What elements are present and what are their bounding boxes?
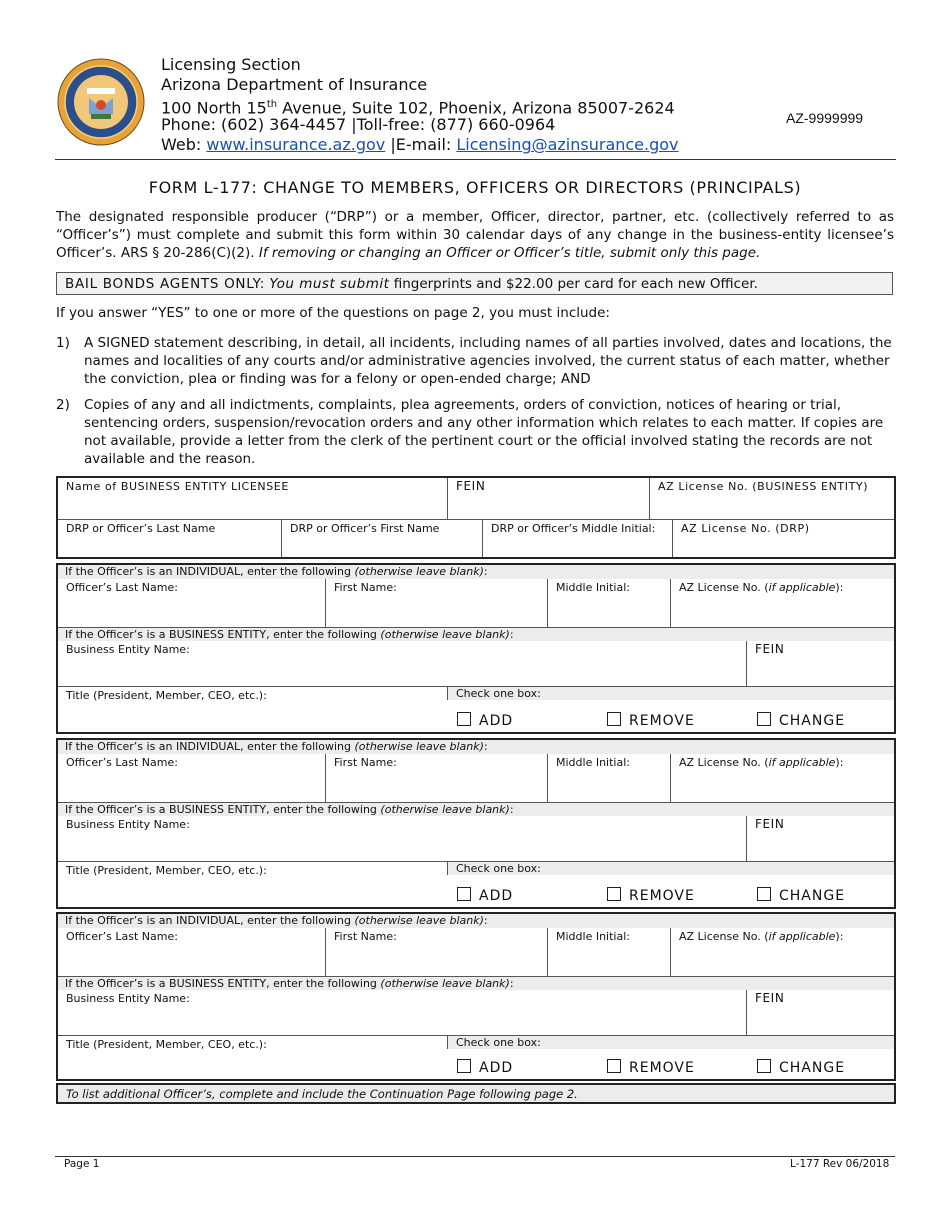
officer-middle-initial-field[interactable]: Middle Initial: xyxy=(547,928,670,976)
checkbox-icon[interactable] xyxy=(757,887,771,901)
website-link[interactable]: www.insurance.az.gov xyxy=(206,135,386,154)
business-entity-name-field[interactable]: Name of BUSINESS ENTITY LICENSEE xyxy=(66,480,289,493)
checkbox-icon[interactable] xyxy=(607,887,621,901)
officer-last-name-field[interactable]: Officer’s Last Name: xyxy=(66,581,178,594)
officer-business-name-field[interactable]: Business Entity Name: xyxy=(66,992,190,1005)
officer-block-3 xyxy=(56,912,896,1081)
add-checkbox[interactable]: ADD xyxy=(457,887,513,904)
officer-fein-field[interactable]: FEIN xyxy=(746,641,894,686)
officer-fein-field[interactable]: FEIN xyxy=(746,816,894,861)
entity-fein-field[interactable]: FEIN xyxy=(447,478,649,519)
drp-last-name-field[interactable]: DRP or Officer’s Last Name xyxy=(58,519,281,557)
officer-az-license-field[interactable]: AZ License No. (if applicable): xyxy=(670,754,894,802)
continuation-note: To list additional Officer’s, complete and include the Continuation Page following page 2. xyxy=(56,1083,896,1104)
header-divider xyxy=(55,159,896,160)
header-address: 100 North 15th Avenue, Suite 102, Phoenix, Arizona 85007-2624 xyxy=(161,98,675,118)
officer-az-license-field[interactable]: AZ License No. (if applicable): xyxy=(670,928,894,976)
email-link[interactable]: Licensing@azinsurance.gov xyxy=(456,135,679,154)
checkbox-icon[interactable] xyxy=(457,1059,471,1073)
change-checkbox[interactable]: CHANGE xyxy=(757,887,845,904)
officer-az-license-field[interactable]: AZ License No. (if applicable): xyxy=(670,579,894,627)
business-instruction: If the Officer’s is a BUSINESS ENTITY, enter the following (otherwise leave blank): xyxy=(58,627,894,641)
form-title: FORM L-177: CHANGE TO MEMBERS, OFFICERS OR DIRECTORS (PRINCIPALS) xyxy=(148,178,802,197)
add-checkbox[interactable]: ADD xyxy=(457,1059,513,1076)
remove-checkbox[interactable]: REMOVE xyxy=(607,887,695,904)
officer-title-field[interactable]: Title (President, Member, CEO, etc.): xyxy=(58,686,447,732)
officer-business-name-field[interactable]: Business Entity Name: xyxy=(66,643,190,656)
answer-instructions: If you answer “YES” to one or more of the questions on page 2, you must include: xyxy=(56,305,610,321)
check-one-label: Check one box: xyxy=(447,861,894,875)
entity-info-box xyxy=(56,476,896,559)
check-one-label: Check one box: xyxy=(447,1035,894,1049)
officer-middle-initial-field[interactable]: Middle Initial: xyxy=(547,754,670,802)
header-department: Arizona Department of Insurance xyxy=(161,75,428,94)
officer-fein-field[interactable]: FEIN xyxy=(746,990,894,1035)
checkbox-icon[interactable] xyxy=(457,887,471,901)
add-checkbox[interactable]: ADD xyxy=(457,712,513,729)
officer-middle-initial-field[interactable]: Middle Initial: xyxy=(547,579,670,627)
officer-first-name-field[interactable]: First Name: xyxy=(325,579,547,627)
drp-az-license-field[interactable]: AZ License No. (DRP) xyxy=(672,519,894,557)
state-seal-logo xyxy=(57,58,145,146)
individual-instruction: If the Officer’s is an INDIVIDUAL, enter the following (otherwise leave blank): xyxy=(58,914,894,928)
remove-checkbox[interactable]: REMOVE xyxy=(607,712,695,729)
drp-middle-initial-field[interactable]: DRP or Officer’s Middle Initial: xyxy=(482,519,672,557)
form-revision: L-177 Rev 06/2018 xyxy=(790,1158,890,1170)
checkbox-icon[interactable] xyxy=(457,712,471,726)
checkbox-icon[interactable] xyxy=(757,1059,771,1073)
officer-last-name-field[interactable]: Officer’s Last Name: xyxy=(66,756,178,769)
officer-first-name-field[interactable]: First Name: xyxy=(325,928,547,976)
officer-block-1 xyxy=(56,563,896,734)
bail-bonds-notice: BAIL BONDS AGENTS ONLY: You must submit fingerprints and $22.00 per card for each new Officer. xyxy=(56,272,893,295)
header-phone: Phone: (602) 364-4457 |Toll-free: (877) 660-0964 xyxy=(161,115,556,134)
officer-title-field[interactable]: Title (President, Member, CEO, etc.): xyxy=(58,861,447,907)
intro-paragraph: The designated responsible producer (“DRP”) or a member, Officer, director, partner, etc. (collectively referred to as “Officer’s”) must complete and submit this form within 30 calendar days of any change in the business-entity licensee’s Officer’s. ARS § 20-286(C)(2). If removing or changing an Officer or Officer’s title, submit only this page. xyxy=(56,209,894,261)
check-one-label: Check one box: xyxy=(447,686,894,700)
checkbox-icon[interactable] xyxy=(757,712,771,726)
change-checkbox[interactable]: CHANGE xyxy=(757,712,845,729)
remove-checkbox[interactable]: REMOVE xyxy=(607,1059,695,1076)
checkbox-icon[interactable] xyxy=(607,1059,621,1073)
entity-az-license-field[interactable]: AZ License No. (BUSINESS ENTITY) xyxy=(649,478,894,519)
officer-last-name-field[interactable]: Officer’s Last Name: xyxy=(66,930,178,943)
officer-title-field[interactable]: Title (President, Member, CEO, etc.): xyxy=(58,1035,447,1079)
form-id: AZ-9999999 xyxy=(786,110,864,126)
drp-first-name-field[interactable]: DRP or Officer’s First Name xyxy=(281,519,482,557)
individual-instruction: If the Officer’s is an INDIVIDUAL, enter the following (otherwise leave blank): xyxy=(58,740,894,754)
officer-first-name-field[interactable]: First Name: xyxy=(325,754,547,802)
page-number: Page 1 xyxy=(64,1158,100,1170)
individual-instruction: If the Officer’s is an INDIVIDUAL, enter the following (otherwise leave blank): xyxy=(58,565,894,579)
business-instruction: If the Officer’s is a BUSINESS ENTITY, enter the following (otherwise leave blank): xyxy=(58,802,894,816)
officer-business-name-field[interactable]: Business Entity Name: xyxy=(66,818,190,831)
change-checkbox[interactable]: CHANGE xyxy=(757,1059,845,1076)
header-section-name: Licensing Section xyxy=(161,55,301,74)
officer-block-2 xyxy=(56,738,896,909)
checkbox-icon[interactable] xyxy=(607,712,621,726)
business-instruction: If the Officer’s is a BUSINESS ENTITY, enter the following (otherwise leave blank): xyxy=(58,976,894,990)
footer-divider xyxy=(55,1156,895,1157)
header-web-email: Web: www.insurance.az.gov |E-mail: Licensing@azinsurance.gov xyxy=(161,135,679,154)
